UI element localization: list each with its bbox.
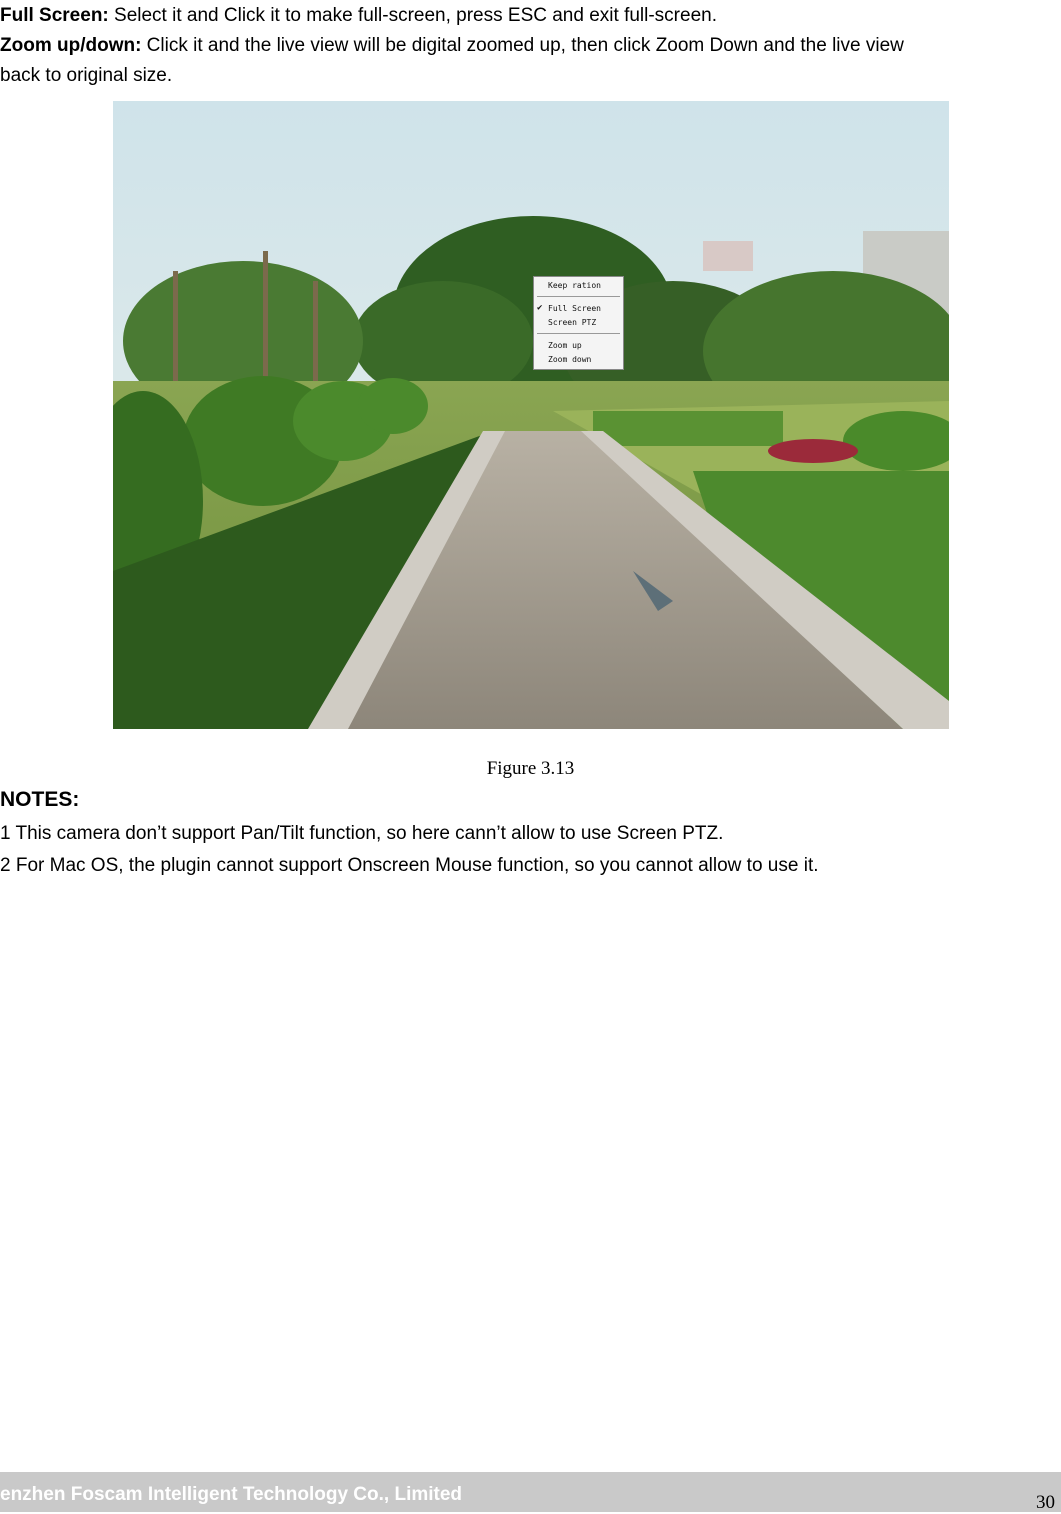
menu-item-screen-ptz[interactable]: Screen PTZ [548,318,597,327]
garden-scene-image [113,101,949,729]
checkmark-icon: ✔ [537,303,543,313]
page-number: 30 [1036,1492,1055,1513]
menu-separator [537,333,620,334]
menu-separator [537,296,620,297]
menu-item-zoom-down[interactable]: Zoom down [548,355,592,364]
full-screen-paragraph [0,0,717,32]
zoom-text: Click it and the live view will be digital zoomed up, then click Zoom Down and the live view [141,35,904,56]
menu-item-full-screen[interactable]: Full Screen [548,304,601,313]
context-menu [533,276,624,370]
note-item: 1 This camera don’t support Pan/Tilt function, so here cann’t allow to use Screen PTZ. [0,823,724,844]
footer-company: enzhen Foscam Intelligent Technology Co., Limited [0,1484,463,1505]
note-item: 2 For Mac OS, the plugin cannot support Onscreen Mouse function, so you cannot allow to use it. [0,855,819,876]
full-screen-text: Select it and Click it to make full-screen, press ESC and exit full-screen. [108,5,717,26]
full-screen-label: Full Screen: [0,5,109,26]
notes-title: NOTES: [0,788,80,811]
zoom-label: Zoom up/down: [0,35,142,56]
live-view-figure [113,101,949,729]
menu-item-zoom-up[interactable]: Zoom up [548,341,582,350]
figure-caption: Figure 3.13 [486,758,575,779]
zoom-paragraph-continuation: back to original size. [0,65,173,86]
menu-item-keep-ration[interactable]: Keep ration [548,281,601,290]
zoom-paragraph [0,30,904,62]
